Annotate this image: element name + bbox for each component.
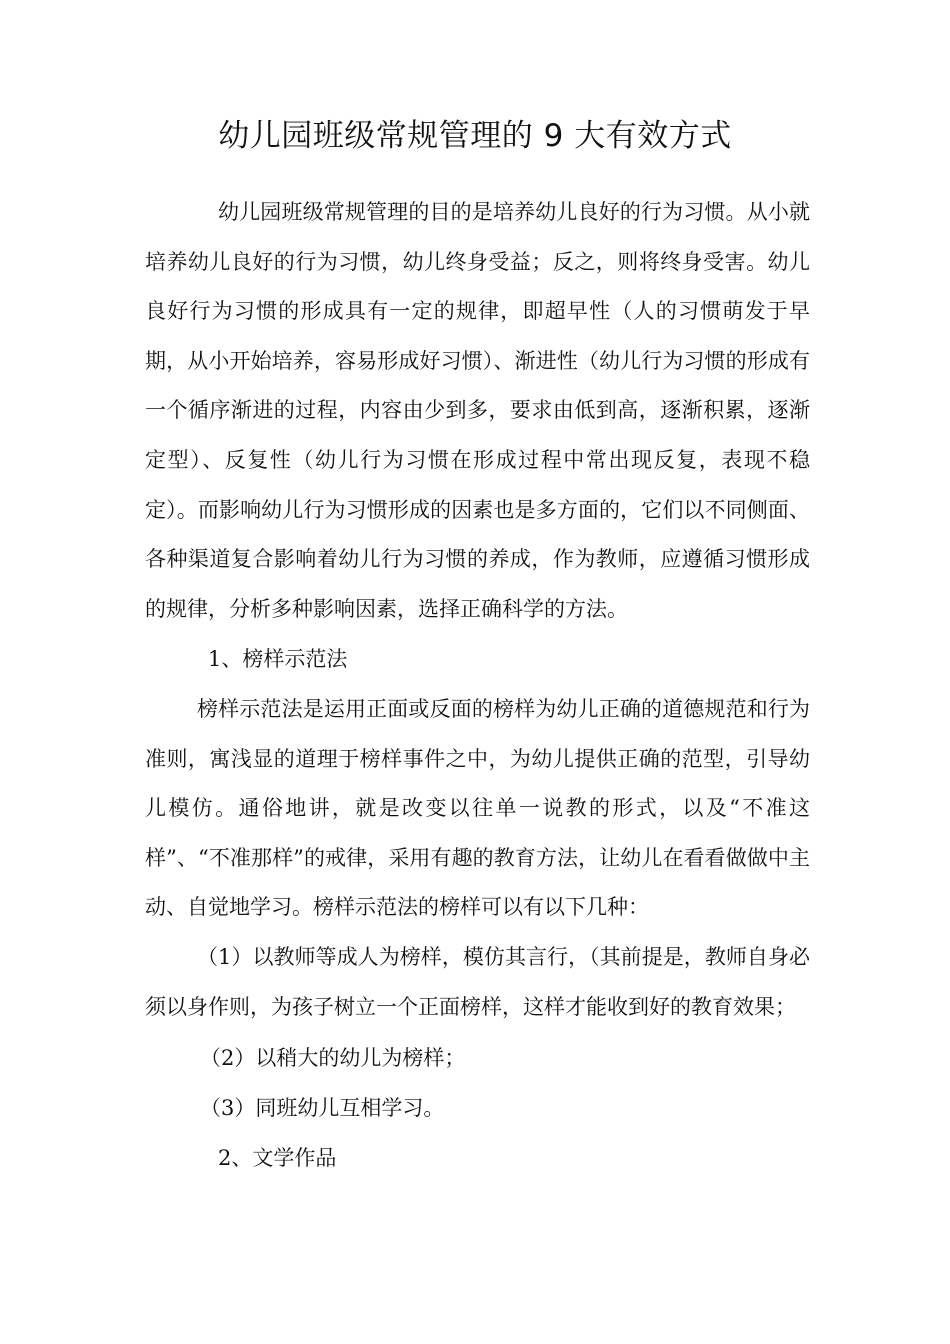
section-heading-2: 2、文学作品 — [218, 1146, 337, 1170]
section-1-paragraph: 榜样示范法是运用正面或反面的榜样为幼儿正确的道德规范和行为准则，寓浅显的道理于榜样事件之中，为幼儿提供正确的范型，引导幼儿模仿。通俗地讲，就是改变以往单一说教的形式，以及“不准这样”、“不准那样”的戒律，采用有趣的教育方法，让幼儿在看看做做中主动、自觉地学习。榜样示范法的榜样可以有以下几种： — [145, 697, 810, 920]
intro-paragraph: 幼儿园班级常规管理的目的是培养幼儿良好的行为习惯。从小就培养幼儿良好的行为习惯，幼儿终身受益；反之，则将终身受害。幼儿良好行为习惯的形成具有一定的规律，即超早性（人的习惯萌发于早期，从小开始培养，容易形成好习惯）、渐进性（幼儿行为习惯的形成有一个循序渐进的过程，内容由少到多，要求由低到高，逐渐积累，逐渐定型）、反复性（幼儿行为习惯在形成过程中常出现反复，表现不稳定）。而影响幼儿行为习惯形成的因素也是多方面的，它们以不同侧面、各种渠道复合影响着幼儿行为习惯的养成，作为教师，应遵循习惯形成的规律，分析多种影响因素，选择正确科学的方法。 — [145, 200, 810, 621]
list-item-3: （3）同班幼儿互相学习。 — [200, 1096, 445, 1120]
list-item-1: （1）以教师等成人为榜样，模仿其言行，（其前提是，教师自身必须以身作则，为孩子树立一个正面榜样，这样才能收到好的教育效果； — [145, 945, 810, 1019]
section-heading-1: 1、榜样示范法 — [208, 647, 348, 671]
document-title: 幼儿园班级常规管理的 9 大有效方式 — [218, 118, 732, 154]
list-item-2: （2）以稍大的幼儿为榜样； — [200, 1046, 466, 1070]
